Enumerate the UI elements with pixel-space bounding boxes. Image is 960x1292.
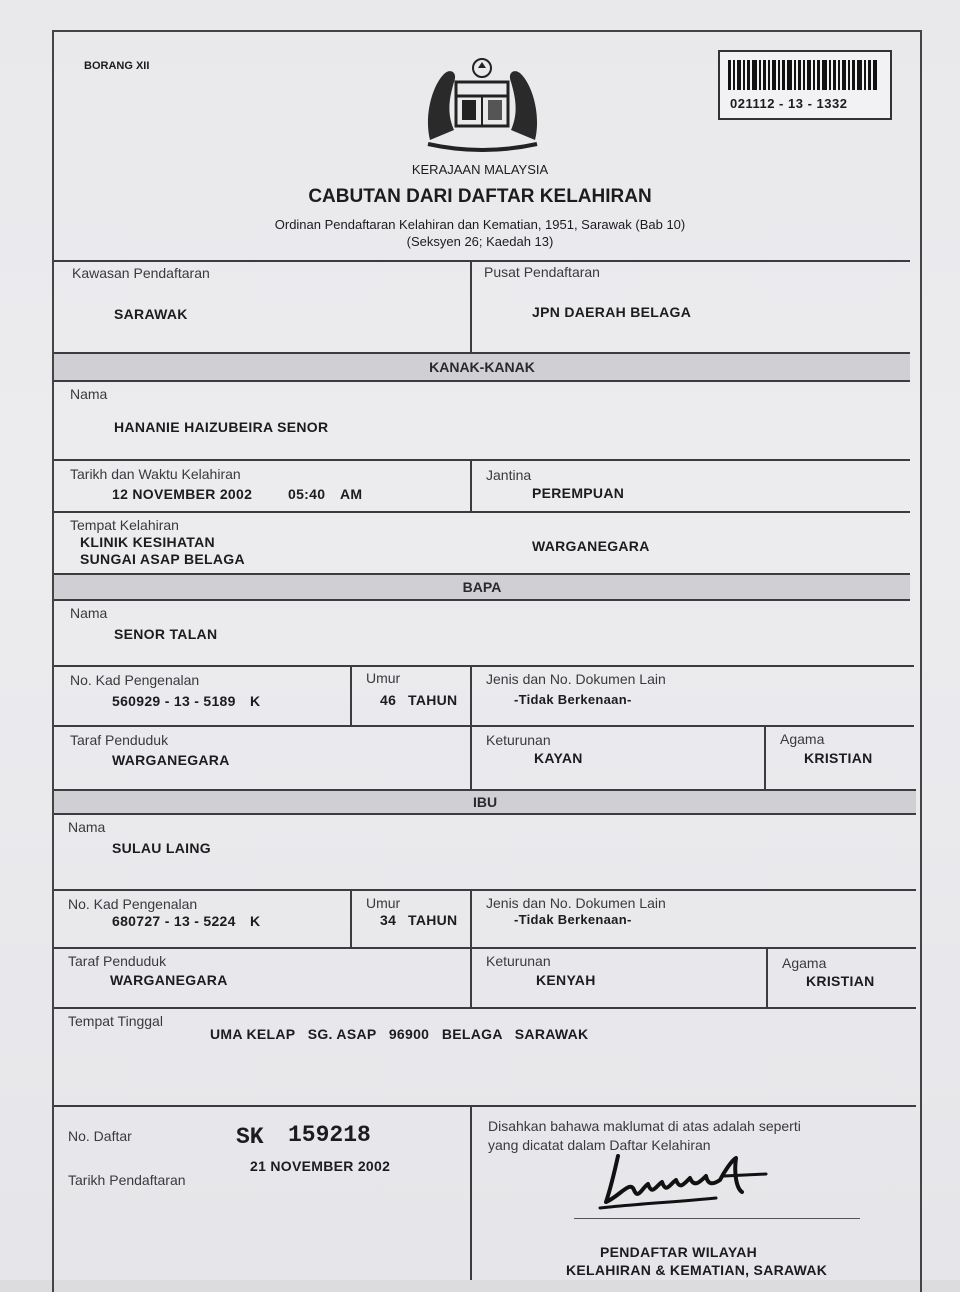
child-dob-date: 12 NOVEMBER 2002 xyxy=(112,486,253,502)
father-ic: 560929 - 13 - 5189 xyxy=(112,693,236,709)
father-doc: -Tidak Berkenaan- xyxy=(514,692,632,707)
father-age-unit: TAHUN xyxy=(408,692,458,708)
mother-doc: -Tidak Berkenaan- xyxy=(514,912,632,927)
registration-prefix: SK xyxy=(236,1124,264,1150)
registration-date: 21 NOVEMBER 2002 xyxy=(250,1158,391,1174)
registration-area-value: SARAWAK xyxy=(114,306,188,322)
mother-resident-label: Taraf Penduduk xyxy=(68,953,167,969)
residence-label: Tempat Tinggal xyxy=(68,1013,163,1029)
father-religion-label: Agama xyxy=(780,731,825,747)
registration-number: 159218 xyxy=(288,1122,371,1148)
child-pob-line2: SUNGAI ASAP BELAGA xyxy=(80,551,245,567)
father-age: 46 xyxy=(380,692,397,708)
child-dob-ampm: AM xyxy=(340,486,363,502)
mother-ic-suffix: K xyxy=(250,913,261,929)
mother-religion-label: Agama xyxy=(782,955,827,971)
mother-age-unit: TAHUN xyxy=(408,912,458,928)
mother-name-label: Nama xyxy=(68,819,106,835)
mother-race-label: Keturunan xyxy=(486,953,551,969)
registration-center-label: Pusat Pendaftaran xyxy=(484,264,600,280)
child-name-label: Nama xyxy=(70,386,108,402)
mother-name: SULAU LAING xyxy=(112,840,211,856)
child-gender-label: Jantina xyxy=(486,467,532,483)
document-title: CABUTAN DARI DAFTAR KELAHIRAN xyxy=(308,186,652,207)
mother-religion: KRISTIAN xyxy=(806,973,875,989)
mother-doc-label: Jenis dan No. Dokumen Lain xyxy=(486,895,666,911)
government-label: KERAJAAN MALAYSIA xyxy=(411,162,549,177)
form-code: BORANG XII xyxy=(84,60,150,72)
father-age-label: Umur xyxy=(366,670,401,686)
certification-line1: Disahkan bahawa maklumat di atas adalah seperti xyxy=(488,1118,801,1134)
father-race-label: Keturunan xyxy=(486,732,551,748)
child-dob-label: Tarikh dan Waktu Kelahiran xyxy=(70,466,241,482)
coat-of-arms-emblem xyxy=(420,56,545,152)
father-name-label: Nama xyxy=(70,605,108,621)
signer-title-line1: PENDAFTAR WILAYAH xyxy=(600,1244,758,1260)
father-religion: KRISTIAN xyxy=(804,750,873,766)
child-citizenship: WARGANEGARA xyxy=(532,538,650,554)
father-race: KAYAN xyxy=(534,750,583,766)
child-name: HANANIE HAIZUBEIRA SENOR xyxy=(114,419,329,435)
father-resident: WARGANEGARA xyxy=(112,752,230,768)
father-ic-label: No. Kad Pengenalan xyxy=(70,672,200,688)
mother-ic: 680727 - 13 - 5224 xyxy=(112,913,236,929)
registration-center-value: JPN DAERAH BELAGA xyxy=(532,304,692,320)
child-pob-line1: KLINIK KESIHATAN xyxy=(80,534,215,550)
mother-ic-label: No. Kad Pengenalan xyxy=(68,896,198,912)
residence-value: UMA KELAP SG. ASAP 96900 BELAGA SARAWAK xyxy=(210,1026,589,1042)
barcode xyxy=(728,60,880,90)
ordinance-text: Ordinan Pendaftaran Kelahiran dan Kematian, 1951, Sarawak (Bab 10) xyxy=(274,217,686,232)
child-dob-time: 05:40 xyxy=(288,486,326,502)
mother-age-label: Umur xyxy=(366,895,401,911)
father-ic-suffix: K xyxy=(250,693,261,709)
father-resident-label: Taraf Penduduk xyxy=(70,732,169,748)
registration-area-label: Kawasan Pendaftaran xyxy=(72,265,210,281)
child-pob-label: Tempat Kelahiran xyxy=(70,517,179,533)
registration-no-label: No. Daftar xyxy=(68,1128,132,1144)
father-section-header: BAPA xyxy=(54,573,910,601)
father-doc-label: Jenis dan No. Dokumen Lain xyxy=(486,671,666,687)
serial-number: 021112 - 13 - 1332 xyxy=(730,96,848,111)
child-section-header: KANAK-KANAK xyxy=(54,352,910,382)
signer-title-line2: KELAHIRAN & KEMATIAN, SARAWAK xyxy=(566,1262,828,1278)
mother-race: KENYAH xyxy=(536,972,596,988)
father-name: SENOR TALAN xyxy=(114,626,218,642)
mother-age: 34 xyxy=(380,912,397,928)
barcode-serial-box xyxy=(718,50,892,120)
section-text: (Seksyen 26; Kaedah 13) xyxy=(406,234,554,249)
mother-section-header: IBU xyxy=(54,789,916,815)
mother-resident: WARGANEGARA xyxy=(110,972,228,988)
registration-date-label: Tarikh Pendaftaran xyxy=(68,1172,186,1188)
child-gender: PEREMPUAN xyxy=(532,485,625,501)
certification-line2: yang dicatat dalam Daftar Kelahiran xyxy=(488,1137,711,1153)
